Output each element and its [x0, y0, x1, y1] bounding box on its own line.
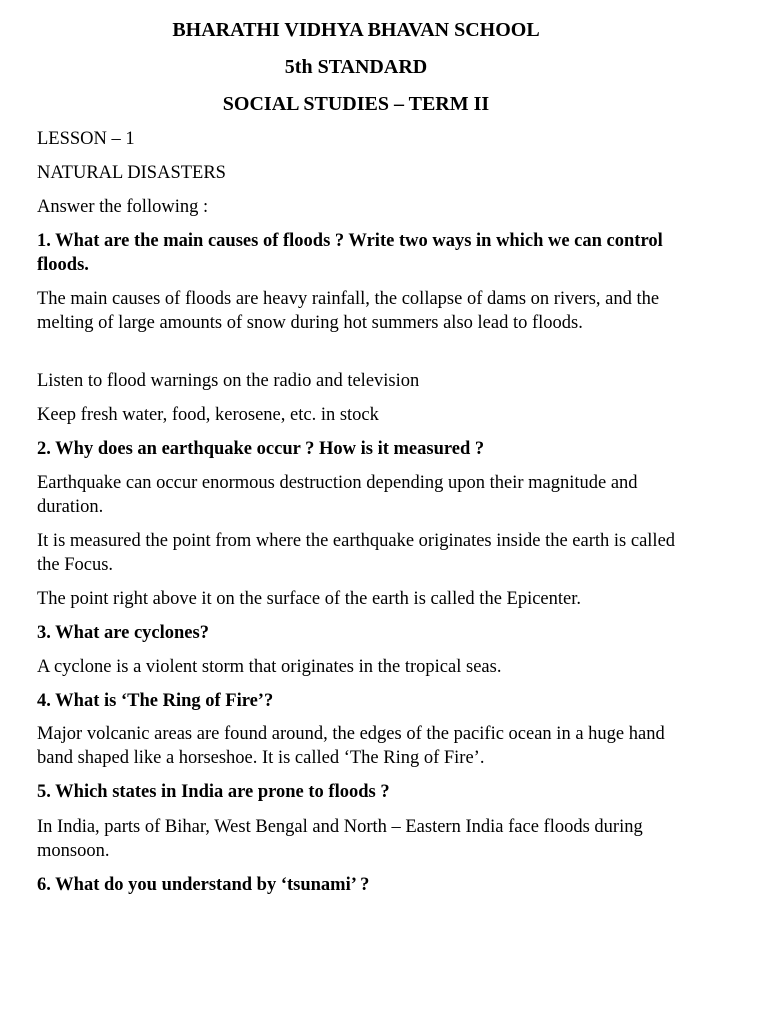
- question-4: 4. What is ‘The Ring of Fire’?: [37, 691, 274, 711]
- question-1: 1. What are the main causes of floods ? Write two ways in which we can control floods.: [37, 231, 663, 275]
- school-name: BHARATHI VIDHYA BHAVAN SCHOOL: [172, 19, 540, 41]
- lesson-title: NATURAL DISASTERS: [37, 163, 226, 183]
- answer-1-causes: The main causes of floods are heavy rainfall, the collapse of dams on rivers, and the melting of large amounts of snow during hot summers also lead to floods.: [37, 289, 660, 333]
- answer-2-focus: It is measured the point from where the earthquake originates inside the earth is called the Focus.: [37, 531, 676, 575]
- question-2: 2. Why does an earthquake occur ? How is it measured ?: [37, 439, 485, 459]
- question-3: 3. What are cyclones?: [37, 623, 209, 643]
- answer-2-destruction: Earthquake can occur enormous destruction depending upon their magnitude and duration.: [37, 473, 638, 517]
- subject-title: SOCIAL STUDIES – TERM II: [222, 93, 490, 115]
- answer-1-control-1: Listen to flood warnings on the radio and television: [37, 371, 420, 391]
- answer-4: Major volcanic areas are found around, the edges of the pacific ocean in a huge hand band shaped like a horseshoe. It is called ‘The Ring of Fire’.: [37, 724, 665, 768]
- answer-1-control-2: Keep fresh water, food, kerosene, etc. in stock: [37, 405, 379, 425]
- answer-2-epicenter: The point right above it on the surface of the earth is called the Epicenter.: [37, 589, 582, 609]
- instruction-text: Answer the following :: [37, 197, 209, 217]
- answer-3: A cyclone is a violent storm that originates in the tropical seas.: [37, 657, 502, 677]
- question-6: 6. What do you understand by ‘tsunami’ ?: [37, 875, 370, 895]
- standard-title: 5th STANDARD: [284, 56, 428, 78]
- question-5: 5. Which states in India are prone to floods ?: [37, 782, 390, 802]
- answer-5: In India, parts of Bihar, West Bengal and North – Eastern India face floods during monsoon.: [37, 817, 643, 861]
- lesson-number: LESSON – 1: [37, 129, 135, 149]
